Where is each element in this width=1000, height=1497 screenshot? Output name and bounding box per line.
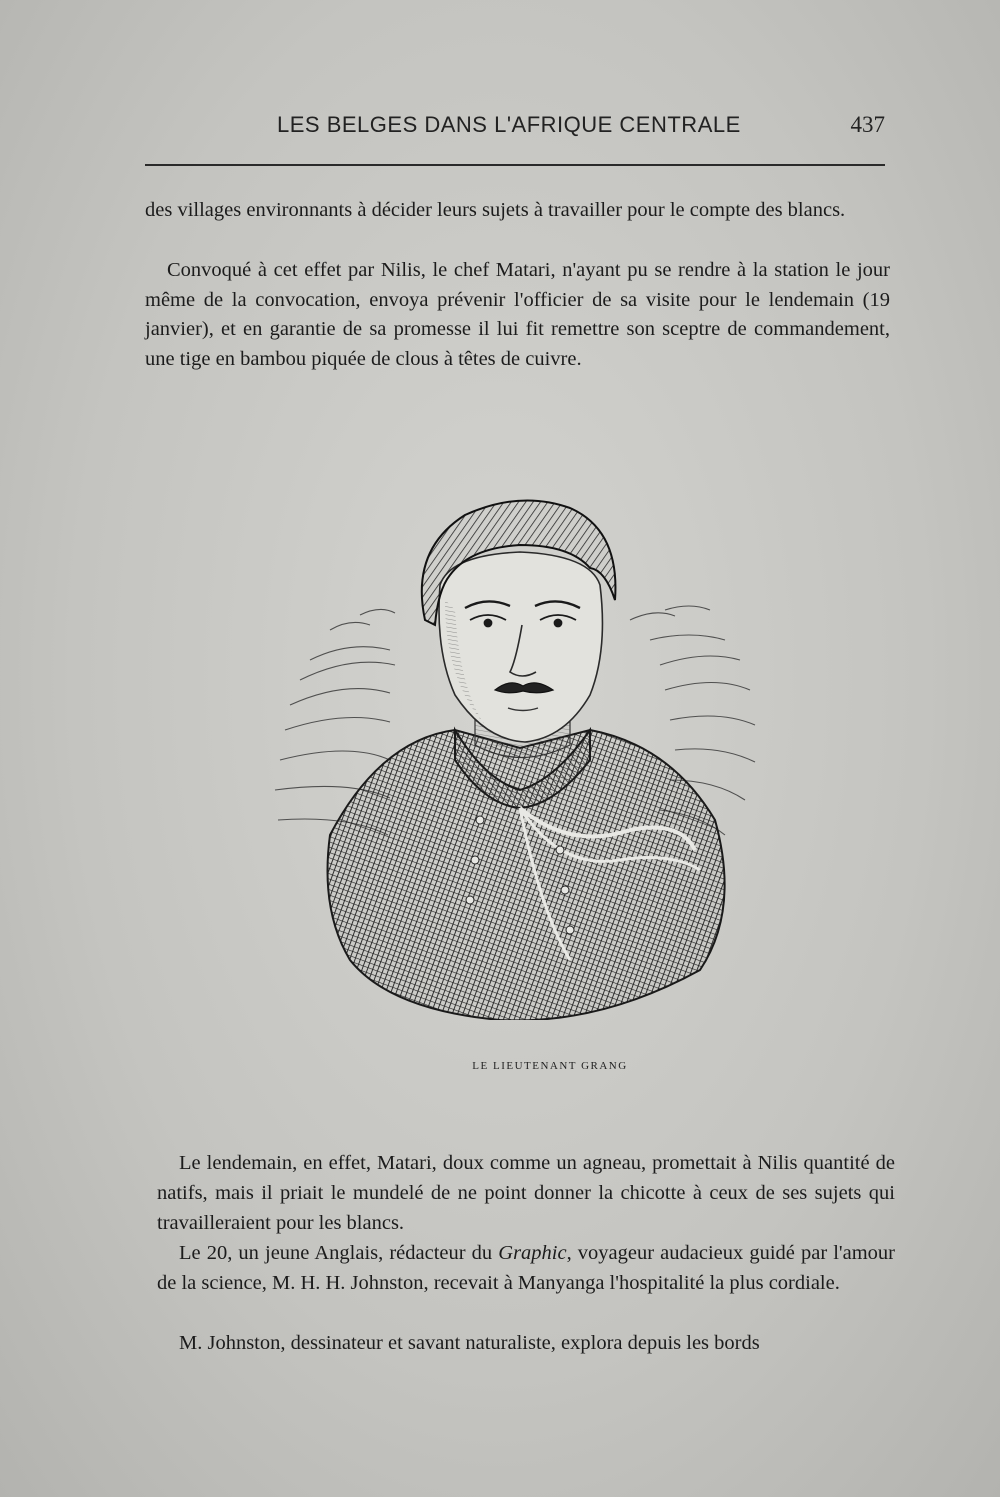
coat [328,730,725,1020]
paragraph-3: Le lendemain, en effet, Matari, doux comme un agneau, promettait à Nilis quantité de natifs, mais il priait le mundelé de ne point donner la chicotte à ceux de ses sujets qui travailleraient pour les blancs. [157,1152,895,1234]
newspaper-title: Graphic [498,1242,567,1264]
paragraph-4 [157,1238,895,1298]
portrait-engraving [270,490,770,1020]
page-header [145,108,885,144]
paragraph-5: M. Johnston, dessinateur et savant naturaliste, explora depuis les bords [179,1332,760,1354]
paragraph-4-end: , voyageur audacieux guidé par l'amour de la science, M. H. H. Johnston, recevait à Manyanga l'hospitalité la plus cordiale. [157,1242,895,1294]
paragraph-4-start: Le 20, un jeune Anglais, rédacteur du [179,1242,499,1264]
paragraph-2: Convoqué à cet effet par Nilis, le chef Matari, n'ayant pu se rendre à la station le jour même de la convocation, envoya prévenir l'officier de sa visite pour le lendemain (19 janvier), et en garantie de sa promesse il lui fit remettre son sceptre de commandement, une tige en bambou piquée de clous à têtes de cuivre. [145,259,890,370]
face [439,552,602,742]
paragraph-1: des villages environnants à décider leurs sujets à travailler pour le compte des blancs. [145,199,846,221]
header-rule [145,164,885,166]
illustration-caption: LE LIEUTENANT GRANG [472,1060,628,1072]
running-title: LES BELGES DANS L'AFRIQUE CENTRALE [277,112,741,137]
page-number: 437 [850,112,885,137]
